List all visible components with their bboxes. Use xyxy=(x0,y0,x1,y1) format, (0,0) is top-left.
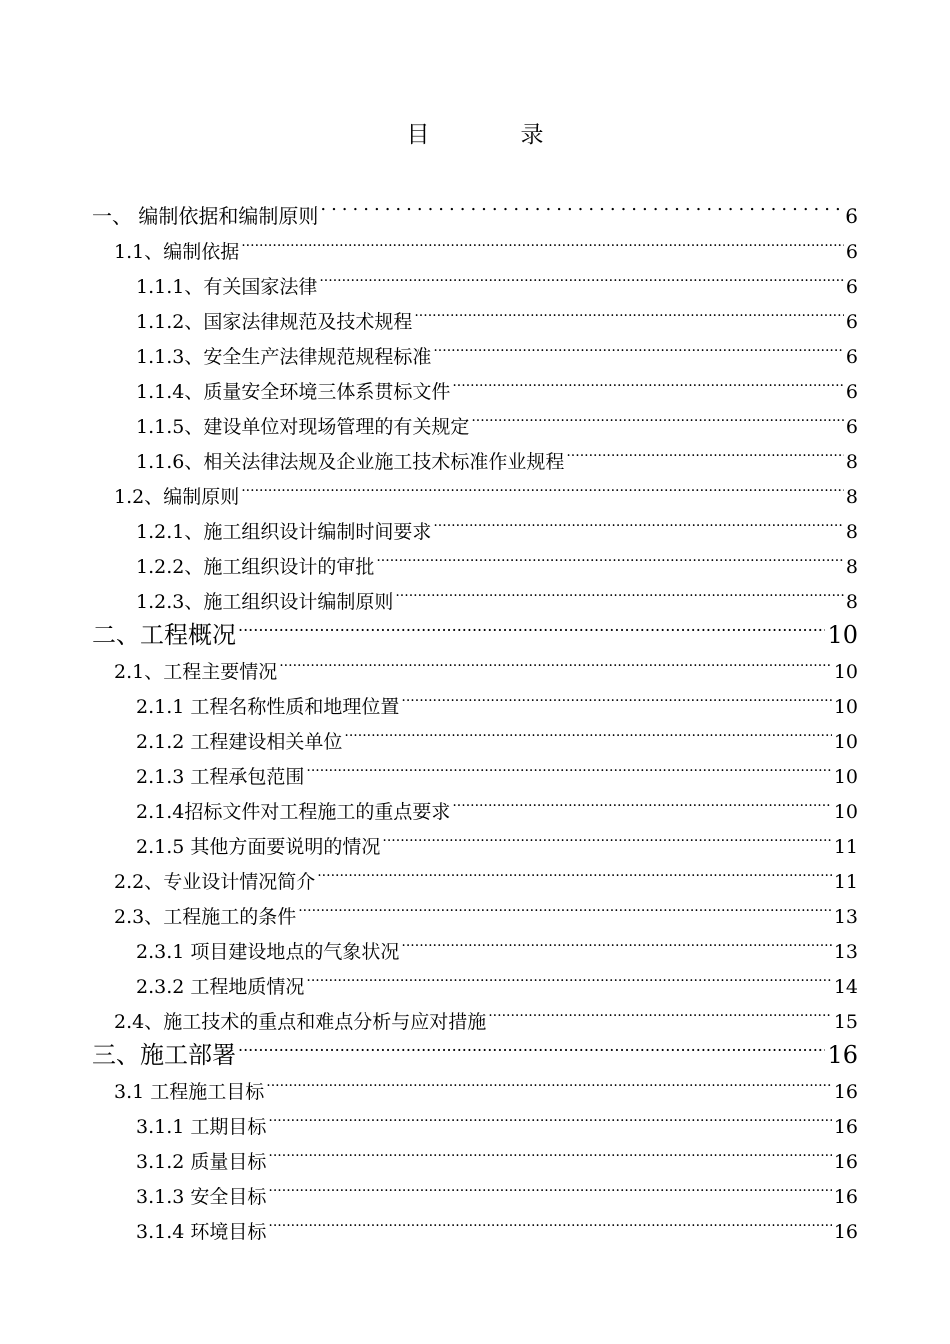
toc-page-number: 10 xyxy=(833,731,858,753)
toc-page-number: 6 xyxy=(845,276,858,298)
toc-entry-text: 2.1.5 其他方面要说明的情况 xyxy=(136,836,381,858)
toc-leader-dots xyxy=(395,573,844,608)
toc-leader-dots xyxy=(401,923,831,958)
toc-leader-dots xyxy=(320,188,843,223)
toc-page-number: 8 xyxy=(845,486,858,508)
toc-entry-text: 1.1.6、相关法律法规及企业施工技术标准作业规程 xyxy=(136,451,565,473)
toc-entry[interactable] xyxy=(114,468,858,508)
toc-page-number: 8 xyxy=(845,451,858,473)
toc-entry-text: 2.1.4招标文件对工程施工的重点要求 xyxy=(136,801,451,823)
toc-page-number: 10 xyxy=(827,621,858,649)
toc-leader-dots xyxy=(488,993,832,1028)
toc-entry[interactable] xyxy=(136,958,858,998)
toc-entry-text: 1.2、编制原则 xyxy=(114,486,240,508)
toc-leader-dots xyxy=(241,223,844,258)
toc-entry[interactable] xyxy=(136,678,858,718)
toc-leader-dots xyxy=(471,398,844,433)
toc-page-number: 16 xyxy=(833,1081,858,1103)
toc-entry[interactable] xyxy=(136,398,858,438)
toc-leader-dots xyxy=(452,783,831,818)
toc-leader-dots xyxy=(268,1168,831,1203)
toc-entry-text: 2.1.3 工程承包范围 xyxy=(136,766,305,788)
toc-leader-dots xyxy=(279,643,832,678)
toc-entry-text: 1.1.2、国家法律规范及技术规程 xyxy=(136,311,413,333)
page-title: 目 录 xyxy=(406,122,578,148)
toc-page-number: 16 xyxy=(833,1186,858,1208)
toc-entry-text: 一、 编制依据和编制原则 xyxy=(92,204,319,228)
toc-page-number: 15 xyxy=(833,1011,858,1033)
toc-entry[interactable] xyxy=(136,1133,858,1173)
toc-page-number: 6 xyxy=(845,381,858,403)
toc-entry-text: 1.1、编制依据 xyxy=(114,241,240,263)
toc-entry[interactable] xyxy=(114,643,858,683)
toc-page-number: 16 xyxy=(833,1221,858,1243)
toc-entry-text: 3.1.3 安全目标 xyxy=(136,1186,267,1208)
toc-leader-dots xyxy=(319,258,844,293)
toc-entry[interactable] xyxy=(114,888,858,928)
toc-page-number: 13 xyxy=(833,941,858,963)
toc-page-number: 10 xyxy=(833,801,858,823)
toc-page-number: 6 xyxy=(845,204,858,228)
toc-entry[interactable] xyxy=(136,573,858,613)
toc-leader-dots xyxy=(238,608,825,643)
toc-entry[interactable] xyxy=(136,1203,858,1243)
toc-entry-text: 3.1 工程施工目标 xyxy=(114,1081,265,1103)
toc-entry[interactable] xyxy=(92,1028,858,1069)
toc-entry[interactable] xyxy=(136,293,858,333)
toc-entry[interactable] xyxy=(136,713,858,753)
toc-entry-text: 1.2.3、施工组织设计编制原则 xyxy=(136,591,394,613)
toc-page-number: 8 xyxy=(845,591,858,613)
toc-leader-dots xyxy=(401,678,831,713)
toc-page-number: 16 xyxy=(827,1041,858,1069)
toc-entry[interactable] xyxy=(114,223,858,263)
toc-page-number: 6 xyxy=(845,416,858,438)
toc-page-number: 13 xyxy=(833,906,858,928)
toc-leader-dots xyxy=(433,503,844,538)
toc-entry[interactable] xyxy=(92,608,858,649)
toc-entry-text: 2.1、工程主要情况 xyxy=(114,661,278,683)
toc-entry[interactable] xyxy=(136,748,858,788)
toc-leader-dots xyxy=(268,1133,831,1168)
toc-entry-text: 2.3.2 工程地质情况 xyxy=(136,976,305,998)
toc-leader-dots xyxy=(317,853,832,888)
toc-entry[interactable] xyxy=(136,363,858,403)
toc-leader-dots xyxy=(566,433,844,468)
toc-entry[interactable] xyxy=(114,853,858,893)
toc-entry-text: 2.1.1 工程名称性质和地理位置 xyxy=(136,696,400,718)
toc-leader-dots xyxy=(452,363,844,398)
toc-entry-text: 2.1.2 工程建设相关单位 xyxy=(136,731,343,753)
toc-leader-dots xyxy=(382,818,831,853)
toc-entry[interactable] xyxy=(114,1063,858,1103)
toc-page-number: 10 xyxy=(833,661,858,683)
toc-page-number: 16 xyxy=(833,1116,858,1138)
toc-entry-text: 1.1.5、建设单位对现场管理的有关规定 xyxy=(136,416,470,438)
toc-entry-text: 1.1.3、安全生产法律规范规程标准 xyxy=(136,346,432,368)
toc-entry[interactable] xyxy=(136,783,858,823)
toc-entry-text: 1.2.1、施工组织设计编制时间要求 xyxy=(136,521,432,543)
toc-page-number: 14 xyxy=(833,976,858,998)
toc-entry-text: 1.2.2、施工组织设计的审批 xyxy=(136,556,375,578)
toc-page-number: 16 xyxy=(833,1151,858,1173)
toc-entry-text: 1.1.4、质量安全环境三体系贯标文件 xyxy=(136,381,451,403)
toc-leader-dots xyxy=(268,1203,831,1238)
toc-entry[interactable] xyxy=(114,993,858,1033)
toc-entry-text: 2.4、施工技术的重点和难点分析与应对措施 xyxy=(114,1011,487,1033)
toc-leader-dots xyxy=(238,1028,825,1063)
toc-page-number: 10 xyxy=(833,766,858,788)
toc-entry[interactable] xyxy=(136,258,858,298)
toc-leader-dots xyxy=(266,1063,832,1098)
toc-leader-dots xyxy=(298,888,832,923)
toc-entry[interactable] xyxy=(136,538,858,578)
toc-leader-dots xyxy=(376,538,844,573)
toc-entry[interactable] xyxy=(136,433,858,473)
toc-page-number: 6 xyxy=(845,311,858,333)
toc-page-number: 8 xyxy=(845,521,858,543)
toc-page-number: 6 xyxy=(845,346,858,368)
toc-leader-dots xyxy=(344,713,831,748)
toc-page-number: 11 xyxy=(833,871,858,893)
toc-leader-dots xyxy=(306,748,831,783)
toc-entry-text: 3.1.1 工期目标 xyxy=(136,1116,267,1138)
toc-entry-text: 三、施工部署 xyxy=(92,1041,236,1069)
toc-entry-text: 1.1.1、有关国家法律 xyxy=(136,276,318,298)
toc-entry-text: 3.1.2 质量目标 xyxy=(136,1151,267,1173)
toc-entry[interactable] xyxy=(136,1168,858,1208)
toc-entry-text: 2.2、专业设计情况简介 xyxy=(114,871,316,893)
toc-entry[interactable] xyxy=(136,503,858,543)
toc-page-number: 11 xyxy=(833,836,858,858)
toc-page-number: 8 xyxy=(845,556,858,578)
toc-entry-text: 二、工程概况 xyxy=(92,621,236,649)
toc-leader-dots xyxy=(433,328,844,363)
toc-entry[interactable] xyxy=(92,188,858,228)
toc-entry[interactable] xyxy=(136,923,858,963)
toc-entry-text: 2.3、工程施工的条件 xyxy=(114,906,297,928)
toc-entry-text: 2.3.1 项目建设地点的气象状况 xyxy=(136,941,400,963)
toc-entry[interactable] xyxy=(136,1098,858,1138)
toc-leader-dots xyxy=(241,468,844,503)
toc-page-number: 10 xyxy=(833,696,858,718)
toc-leader-dots xyxy=(268,1098,831,1133)
toc-leader-dots xyxy=(414,293,844,328)
toc-page-number: 6 xyxy=(845,241,858,263)
toc-entry-text: 3.1.4 环境目标 xyxy=(136,1221,267,1243)
toc-leader-dots xyxy=(306,958,831,993)
toc-entry[interactable] xyxy=(136,328,858,368)
toc-entry[interactable] xyxy=(136,818,858,858)
